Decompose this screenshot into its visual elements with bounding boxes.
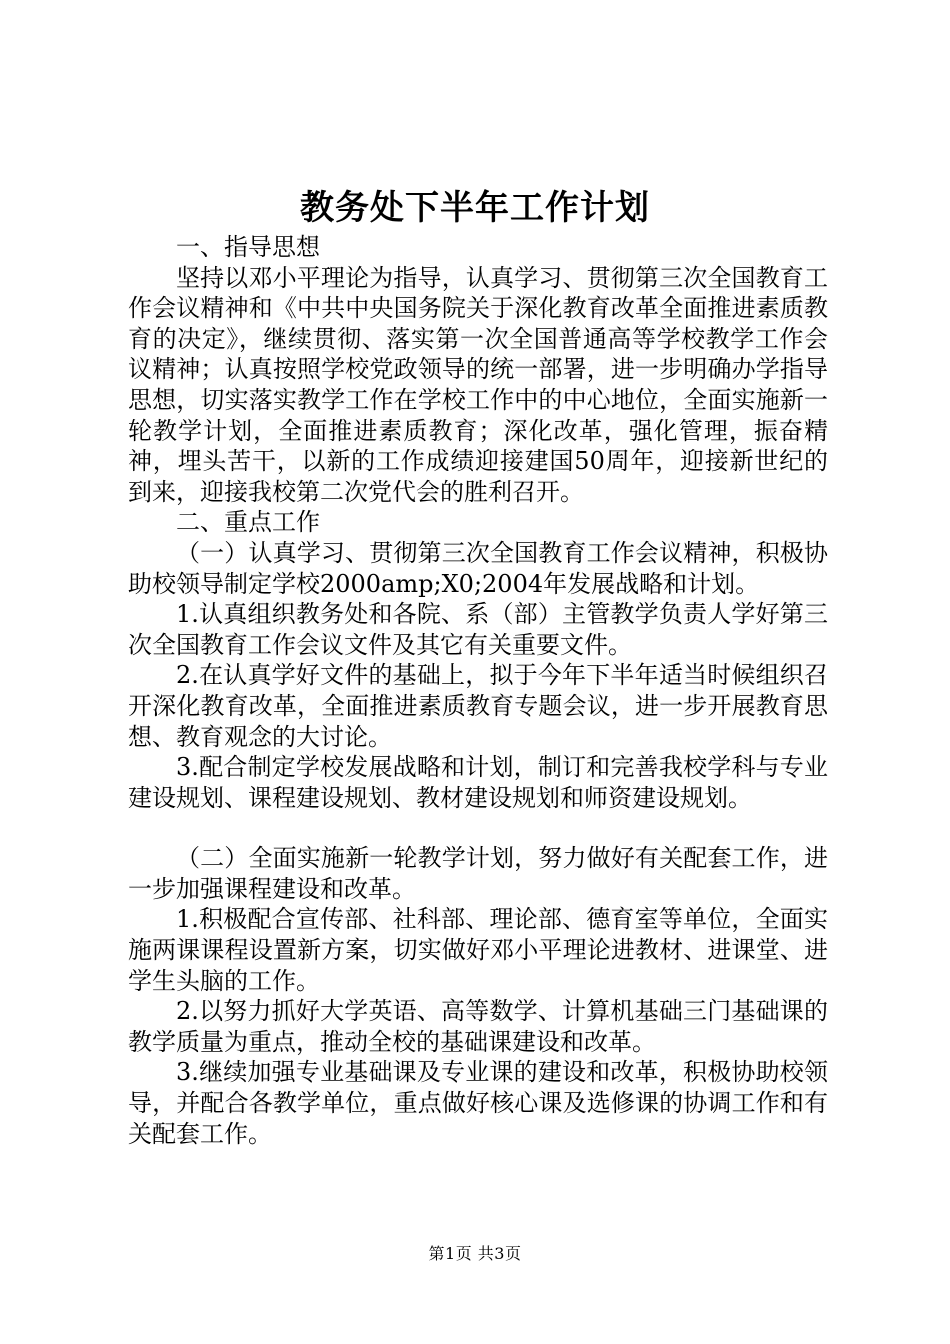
paragraph-item-1-1: 1.认真组织教务处和各院、系（部）主管教学负责人学好第三次全国教育工作会议文件及其它有关重要文件。 bbox=[128, 600, 828, 659]
paragraph-item-2-2: 2.以努力抓好大学英语、高等数学、计算机基础三门基础课的教学质量为重点，推动全校的基础课建设和改革。 bbox=[128, 997, 828, 1056]
paragraph-section-1: （一）认真学习、贯彻第三次全国教育工作会议精神，积极协助校领导制定学校2000amp;X0;2004年发展战略和计划。 bbox=[128, 538, 828, 598]
paragraph-section-2: （二）全面实施新一轮教学计划，努力做好有关配套工作，进一步加强课程建设和改革。 bbox=[128, 844, 828, 903]
paragraph-item-1-2: 2.在认真学好文件的基础上，拟于今年下半年适当时候组织召开深化教育改革，全面推进素质教育专题会议，进一步开展教育思想、教育观念的大讨论。 bbox=[128, 661, 828, 751]
document-title: 教务处下半年工作计划 bbox=[300, 188, 650, 228]
document-body bbox=[128, 232, 828, 1149]
page-footer: 第1页 共3页 bbox=[428, 1244, 522, 1263]
heading-guiding-ideology: 一、指导思想 bbox=[176, 233, 320, 261]
paragraph-guiding-ideology: 坚持以邓小平理论为指导，认真学习、贯彻第三次全国教育工作会议精神和《中共中央国务院关于深化教育改革全面推进素质教育的决定》，继续贯彻、落实第一次全国普通高等学校教学工作会议精神；认真按照学校党政领导的统一部署，进一步明确办学指导思想，切实落实教学工作在学校工作中的中心地位，全面实施新一轮教学计划，全面推进素质教育；深化改革，强化管理，振奋精神，埋头苦干，以新的工作成绩迎接建国50周年，迎接新世纪的到来，迎接我校第二次党代会的胜利召开。 bbox=[128, 263, 828, 506]
paragraph-item-2-3: 3.继续加强专业基础课及专业课的建设和改革，积极协助校领导，并配合各教学单位，重点做好核心课及选修课的协调工作和有关配套工作。 bbox=[128, 1058, 828, 1148]
paragraph-item-2-1: 1.积极配合宣传部、社科部、理论部、德育室等单位，全面实施两课课程设置新方案，切实做好邓小平理论进教材、进课堂、进学生头脑的工作。 bbox=[128, 905, 828, 995]
paragraph-item-1-3: 3.配合制定学校发展战略和计划，制订和完善我校学科与专业建设规划、课程建设规划、教材建设规划和师资建设规划。 bbox=[128, 753, 828, 812]
heading-key-work: 二、重点工作 bbox=[176, 508, 320, 537]
